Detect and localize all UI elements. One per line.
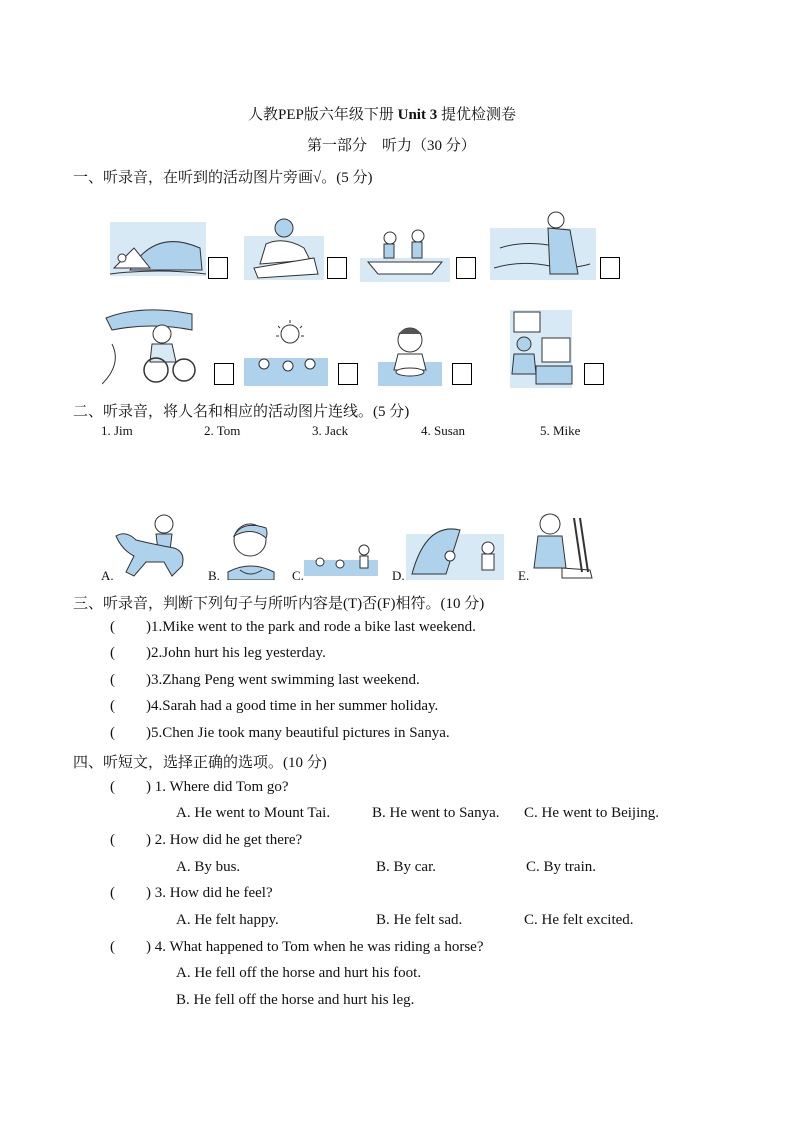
- answer-box-7[interactable]: [452, 363, 472, 385]
- girl-cycling-picture: [102, 304, 196, 386]
- boy-reading-picture: [244, 214, 324, 280]
- tf-item-4: )4.Sarah had a good time in her summer holiday.: [146, 698, 439, 714]
- mc-q3-option-c: C. He felt excited.: [524, 912, 634, 928]
- mc-q1-option-c: C. He went to Beijing.: [524, 805, 659, 821]
- tf-paren-4: (: [110, 698, 115, 714]
- tf-paren-2: (: [110, 645, 115, 661]
- tf-item-5: )5.Chen Jie took many beautiful pictures in Sanya.: [146, 725, 450, 741]
- mc-q3-option-a: A. He felt happy.: [176, 912, 279, 928]
- mc-q4-option-a: A. He fell off the horse and hurt his foot.: [176, 965, 422, 981]
- answer-box-2[interactable]: [327, 257, 347, 279]
- tf-paren-1: (: [110, 619, 115, 635]
- answer-box-5[interactable]: [214, 363, 234, 385]
- page-title: [248, 103, 516, 124]
- title-prefix: 人教PEP版六年级下册: [248, 107, 394, 123]
- tf-paren-3: (: [110, 672, 115, 688]
- name-tom: 2. Tom: [204, 423, 241, 438]
- boy-crutches-picture: [526, 508, 600, 582]
- horse-riding-picture: [112, 510, 194, 582]
- name-mike: 5. Mike: [540, 423, 581, 438]
- tent-kids-picture: [406, 520, 504, 580]
- section3-heading: 三、听录音，判断下列句子与所听内容是(T)否(F)相符。(10 分): [73, 596, 485, 612]
- part-title: 第一部分 听力（30 分）: [307, 138, 476, 154]
- tf-item-1: )1.Mike went to the park and rode a bike last weekend.: [146, 619, 476, 635]
- answer-box-8[interactable]: [584, 363, 604, 385]
- mc-q2-option-c: C. By train.: [526, 859, 596, 875]
- section4-heading: 四、听短文，选择正确的选项。(10 分): [73, 755, 327, 771]
- answer-box-4[interactable]: [600, 257, 620, 279]
- mc-paren-2: (: [110, 832, 115, 848]
- answer-box-3[interactable]: [456, 257, 476, 279]
- option-label-c: C.: [292, 568, 304, 583]
- mc-q1-option-a: A. He went to Mount Tai.: [176, 805, 331, 821]
- mc-q1-option-b: B. He went to Sanya.: [372, 805, 500, 821]
- tent-camping-picture: [110, 218, 206, 280]
- answer-box-1[interactable]: [208, 257, 228, 279]
- option-label-b: B.: [208, 568, 220, 583]
- mc-q2-option-b: B. By car.: [376, 859, 436, 875]
- swimming-pool-picture: [304, 540, 378, 578]
- mc-question-2: ) 2. How did he get there?: [146, 832, 303, 848]
- mc-question-4: ) 4. What happened to Tom when he was riding a horse?: [146, 939, 484, 955]
- boat-rowing-picture: [360, 224, 450, 282]
- mc-q3-option-b: B. He felt sad.: [376, 912, 463, 928]
- option-label-d: D.: [392, 568, 405, 583]
- title-unit: Unit 3: [397, 107, 438, 123]
- mc-paren-3: (: [110, 885, 115, 901]
- mc-q2-option-a: A. By bus.: [176, 859, 241, 875]
- answer-box-6[interactable]: [338, 363, 358, 385]
- name-susan: 4. Susan: [421, 423, 466, 438]
- section2-heading: 二、听录音，将人名和相应的活动图片连线。(5 分): [73, 404, 410, 420]
- tf-item-3: )3.Zhang Peng went swimming last weekend.: [146, 672, 420, 688]
- option-label-e: E.: [518, 568, 530, 583]
- tv-watching-picture: [506, 308, 576, 388]
- tf-item-2: )2.John hurt his leg yesterday.: [146, 645, 326, 661]
- swimming-sun-picture: [244, 320, 328, 386]
- mc-q4-option-b: B. He fell off the horse and hurt his leg.: [176, 992, 415, 1008]
- name-jim: 1. Jim: [101, 423, 133, 438]
- fishing-man-picture: [490, 208, 596, 280]
- mc-question-3: ) 3. How did he feel?: [146, 885, 273, 901]
- mc-paren-1: (: [110, 779, 115, 795]
- name-jack: 3. Jack: [312, 423, 349, 438]
- mc-question-1: ) 1. Where did Tom go?: [146, 779, 289, 795]
- tf-paren-5: (: [110, 725, 115, 741]
- section1-heading: 一、听录音，在听到的活动图片旁画√。(5 分): [73, 170, 373, 186]
- title-suffix: 提优检测卷: [440, 107, 516, 123]
- girl-eating-picture: [378, 322, 442, 386]
- option-label-a: A.: [101, 568, 114, 583]
- boy-hurt-picture: [218, 516, 280, 580]
- mc-paren-4: (: [110, 939, 115, 955]
